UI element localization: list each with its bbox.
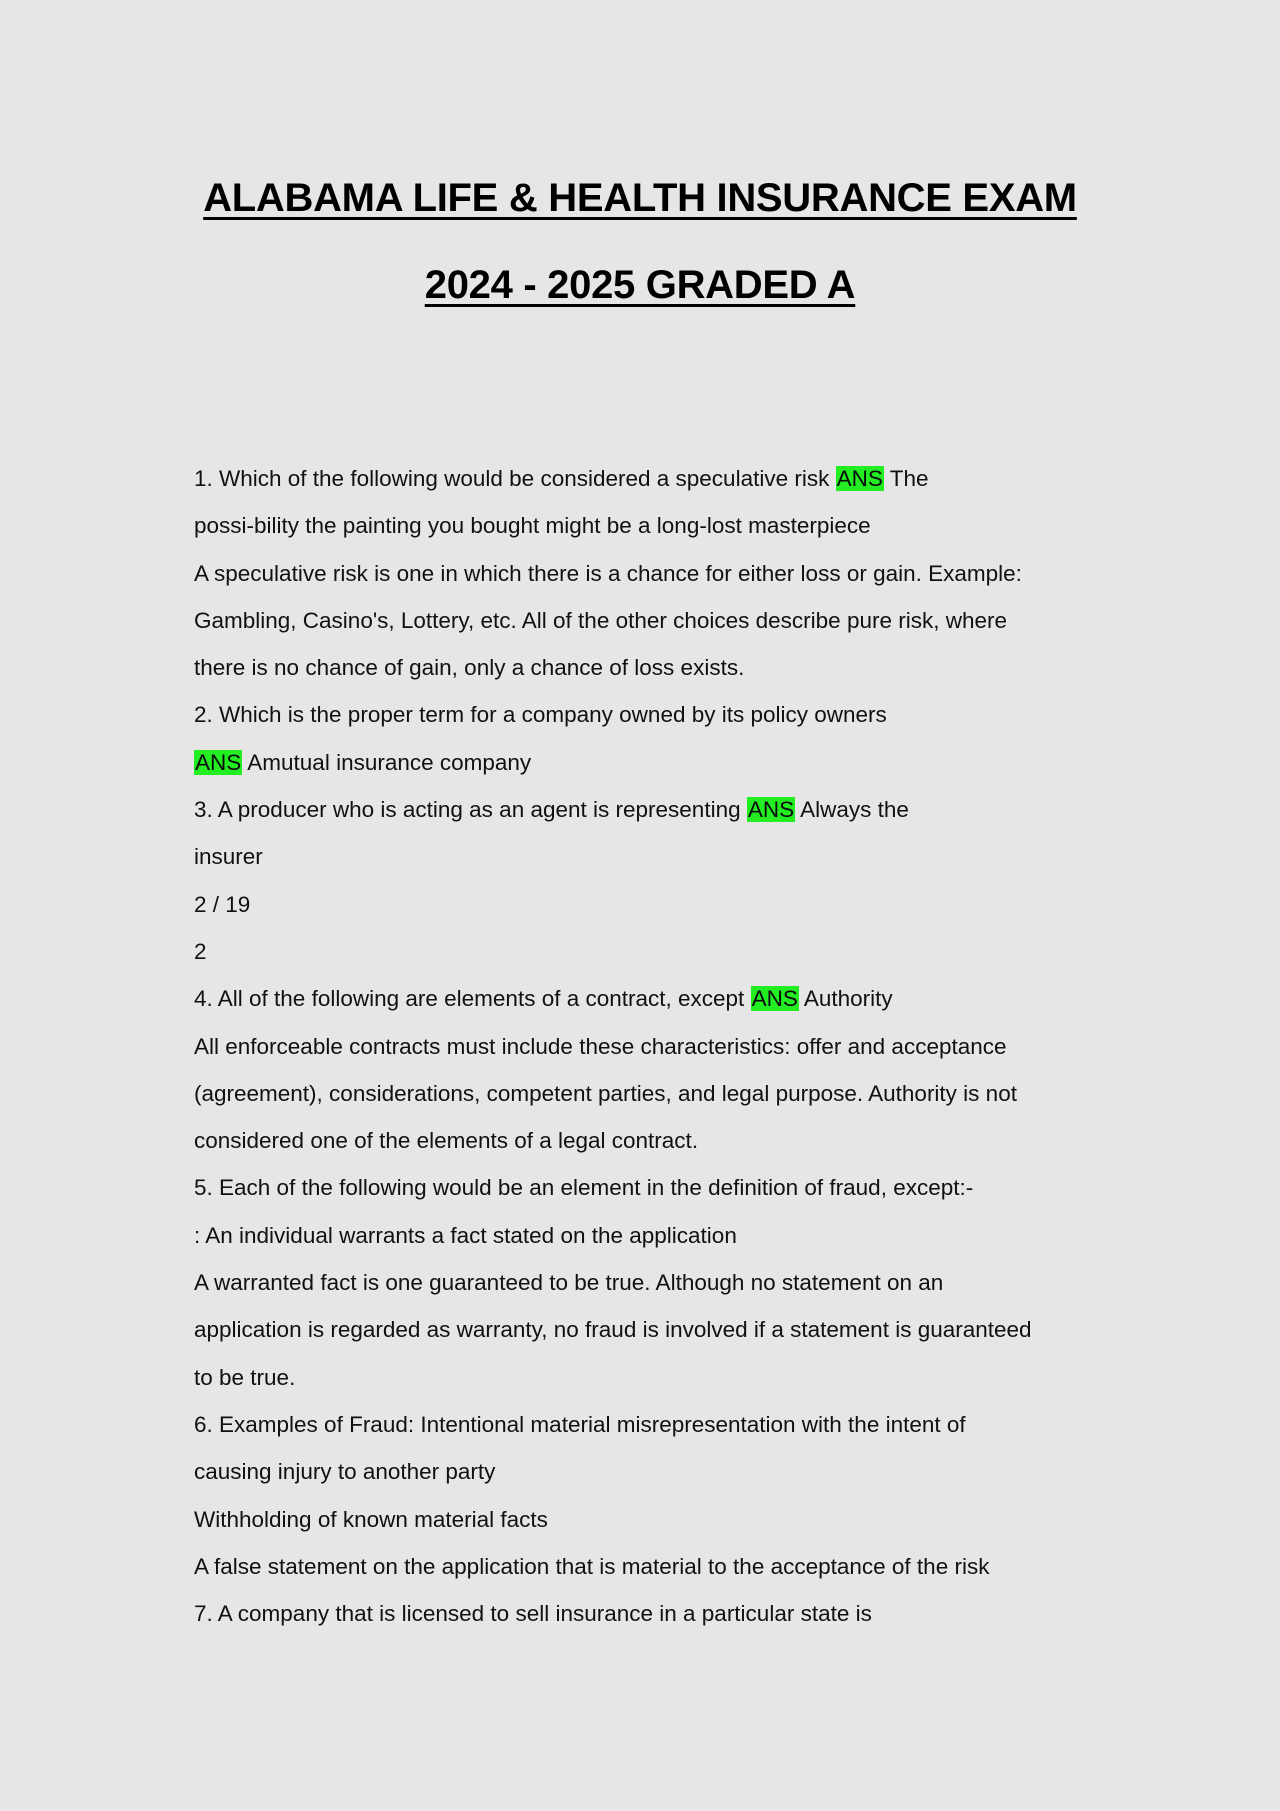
line-text: A speculative risk is one in which there is a chance for either loss or gain. Example:	[194, 560, 1022, 586]
line-text: considered one of the elements of a legal contract.	[194, 1128, 699, 1154]
line-text: 1. Which of the following would be considered a speculative risk	[194, 466, 836, 491]
line-text: there is no chance of gain, only a chance of loss exists.	[194, 655, 745, 681]
text-line	[194, 833, 1094, 880]
text-line	[194, 786, 1094, 833]
line-text-after: Authority	[798, 986, 893, 1012]
line-text: (agreement), considerations, competent parties, and legal purpose. Authority is not	[194, 1080, 1017, 1106]
text-line	[194, 1023, 1094, 1070]
line-text: 2	[194, 938, 207, 964]
line-text-after: Always the	[795, 797, 909, 823]
line-text: Withholding of known material facts	[194, 1506, 548, 1532]
answer-highlight: ANS	[836, 466, 883, 491]
line-text: 5. Each of the following would be an element in the definition of fraud, except:-	[194, 1175, 974, 1201]
text-line	[194, 1212, 1094, 1259]
line-text: Gambling, Casino's, Lottery, etc. All of the other choices describe pure risk, where	[194, 607, 1008, 633]
answer-highlight: ANS	[751, 986, 798, 1012]
text-line	[194, 739, 1094, 786]
text-line	[194, 975, 1094, 1022]
text-line	[194, 550, 1094, 597]
line-text: 2. Which is the proper term for a company owned by its policy owners	[194, 702, 887, 728]
document-title	[0, 155, 1280, 329]
text-line	[194, 1164, 1094, 1211]
text-line	[194, 1354, 1094, 1401]
line-text: to be true.	[194, 1364, 296, 1390]
text-line	[194, 1448, 1094, 1495]
line-text: 7. A company that is licensed to sell insurance in a particular state is	[194, 1601, 872, 1627]
title-line-1: ALABAMA LIFE & HEALTH INSURANCE EXAM	[203, 176, 1077, 220]
line-text: A false statement on the application that is material to the acceptance of the risk	[194, 1553, 990, 1579]
line-text: 2 / 19	[194, 891, 251, 917]
text-line	[194, 1117, 1094, 1164]
text-line	[194, 455, 1094, 502]
answer-highlight: ANS	[747, 797, 795, 823]
text-line	[194, 1306, 1094, 1353]
line-text: 3. A producer who is acting as an agent is representing	[194, 797, 747, 823]
text-line	[194, 691, 1094, 738]
text-line	[194, 1496, 1094, 1543]
text-line	[194, 1543, 1094, 1590]
text-line	[194, 644, 1094, 691]
text-line	[194, 1401, 1094, 1448]
line-text: application is regarded as warranty, no fraud is involved if a statement is guaranteed	[194, 1317, 1032, 1343]
text-line	[194, 502, 1094, 549]
answer-highlight: ANS	[195, 749, 242, 775]
line-text: causing injury to another party	[194, 1459, 496, 1485]
line-text: 4. All of the following are elements of a contract, except	[194, 986, 751, 1012]
line-text: : An individual warrants a fact stated on the application	[194, 1222, 737, 1248]
line-text: insurer	[194, 844, 263, 870]
line-text: 6. Examples of Fraud: Intentional material misrepresentation with the intent of	[194, 1411, 966, 1437]
title-line-2: 2024 - 2025 GRADED A	[424, 263, 856, 307]
line-text: A warranted fact is one guaranteed to be true. Although no statement on an	[194, 1270, 944, 1296]
line-text: possi-bility the painting you bought might be a long-lost masterpiece	[194, 513, 871, 539]
text-line	[194, 1259, 1094, 1306]
text-line	[194, 1070, 1094, 1117]
text-line	[194, 597, 1094, 644]
line-text-after: The	[883, 466, 929, 491]
line-text-after: Amutual insurance company	[242, 749, 532, 775]
text-line	[194, 928, 1094, 975]
text-line	[194, 1590, 1094, 1637]
document-body	[194, 455, 1094, 1637]
line-text: All enforceable contracts must include these characteristics: offer and acceptance	[194, 1033, 1007, 1059]
text-line	[194, 881, 1094, 928]
